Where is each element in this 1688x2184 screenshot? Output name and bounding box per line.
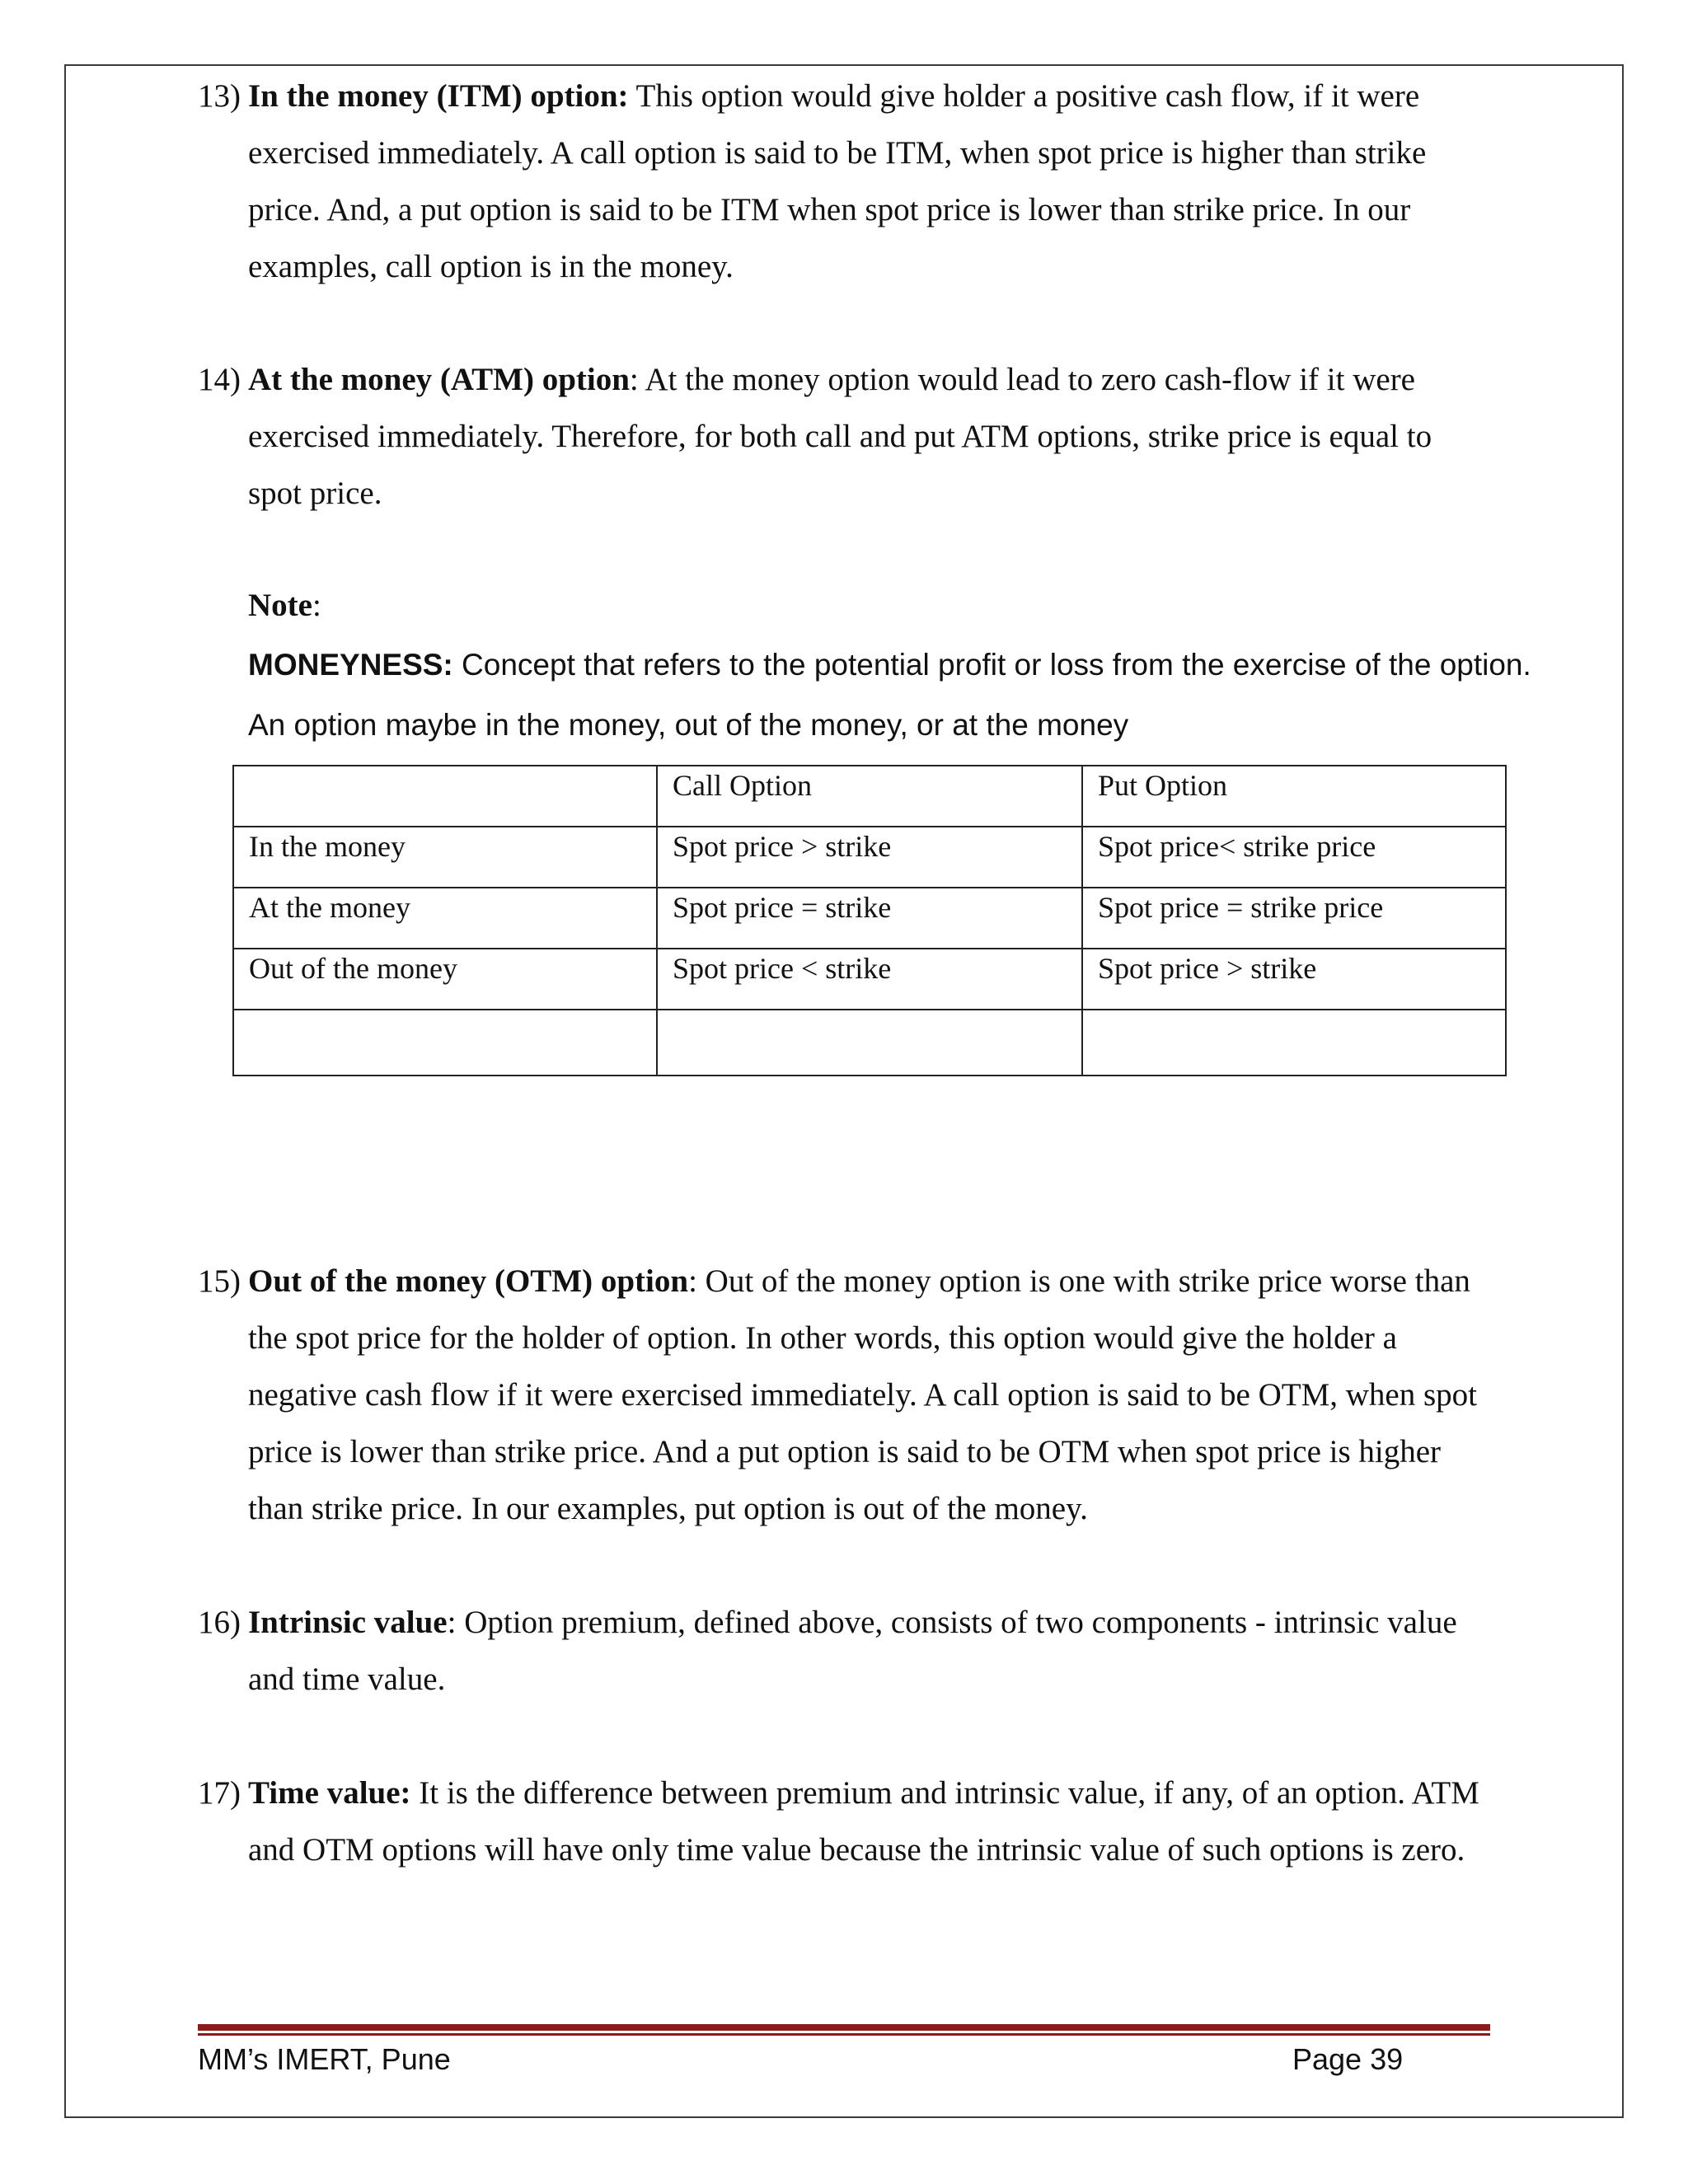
item-term: At the money (ATM) option	[248, 362, 630, 397]
table-cell: Spot price > strike	[657, 827, 1082, 888]
definition-itm	[198, 68, 1492, 295]
item-number: 14)	[198, 362, 241, 397]
note-heading	[248, 587, 321, 624]
table-header-cell	[233, 766, 657, 827]
item-text: It is the difference between premium and intrinsic value, if any, of an option. ATM and OTM options will have only time value because the intrinsic value of such options is zero.	[248, 1775, 1479, 1868]
table-header-row	[233, 766, 1506, 827]
footer-rule	[198, 2024, 1490, 2031]
table-row	[233, 827, 1506, 888]
moneyness-table	[232, 765, 1507, 1076]
table-cell: Spot price = strike	[657, 888, 1082, 949]
table-row	[233, 888, 1506, 949]
item-number: 17)	[198, 1775, 241, 1811]
table-cell: Spot price > strike	[1082, 949, 1506, 1010]
table-cell	[1082, 1010, 1506, 1076]
definition-otm	[198, 1253, 1492, 1537]
item-term: Time value:	[248, 1775, 411, 1811]
item-text: This option would give holder a positive cash flow, if it were exercised immediately. A call option is said to be ITM, when spot price is higher than strike price. And, a put option is said to be ITM when spot price is lower than strike price. In our examples, call option is in the money.	[248, 78, 1427, 284]
table-header-cell: Call Option	[657, 766, 1082, 827]
item-number: 15)	[198, 1263, 241, 1299]
item-text: : Option premium, defined above, consists of two components - intrinsic value and time value.	[248, 1605, 1457, 1697]
footer-page-number: Page 39	[1292, 2042, 1404, 2076]
item-term: In the money (ITM) option:	[248, 78, 629, 114]
table-cell	[233, 1010, 657, 1076]
table-cell: At the money	[233, 888, 657, 949]
footer-institution: MM’s IMERT, Pune	[198, 2042, 451, 2076]
definition-intrinsic-value	[198, 1594, 1492, 1708]
footer-rule-thin	[198, 2033, 1490, 2036]
definition-time-value	[198, 1765, 1492, 1878]
table-cell: Out of the money	[233, 949, 657, 1010]
table-cell: In the money	[233, 827, 657, 888]
table-row	[233, 949, 1506, 1010]
item-term: Out of the money (OTM) option	[248, 1263, 689, 1299]
definition-atm	[198, 351, 1492, 522]
note-colon: :	[312, 588, 321, 623]
item-number: 16)	[198, 1605, 241, 1640]
moneyness-text: Concept that refers to the potential profit or loss from the exercise of the option. An option maybe in the money, out of the money, or at the money	[248, 648, 1531, 742]
item-text: : At the money option would lead to zero cash-flow if it were exercised immediately. Therefore, for both call and put ATM options, strike price is equal to spot price.	[248, 362, 1432, 511]
table-header-cell: Put Option	[1082, 766, 1506, 827]
item-number: 13)	[198, 78, 241, 114]
item-term: Intrinsic value	[248, 1605, 448, 1640]
table-cell: Spot price < strike	[657, 949, 1082, 1010]
note-label: Note	[248, 588, 312, 623]
moneyness-term: MONEYNESS:	[248, 648, 453, 682]
table-cell	[657, 1010, 1082, 1076]
table-row	[233, 1010, 1506, 1076]
table-cell: Spot price< strike price	[1082, 827, 1506, 888]
item-text: : Out of the money option is one with strike price worse than the spot price for the holder of option. In other words, this option would give the holder a negative cash flow if it were exercised immediately. A call option is said to be OTM, when spot price is lower than strike price. And a put option is said to be OTM when spot price is higher than strike price. In our examples, put option is out of the money.	[248, 1263, 1478, 1526]
table-cell: Spot price = strike price	[1082, 888, 1506, 949]
moneyness-paragraph	[248, 635, 1534, 755]
